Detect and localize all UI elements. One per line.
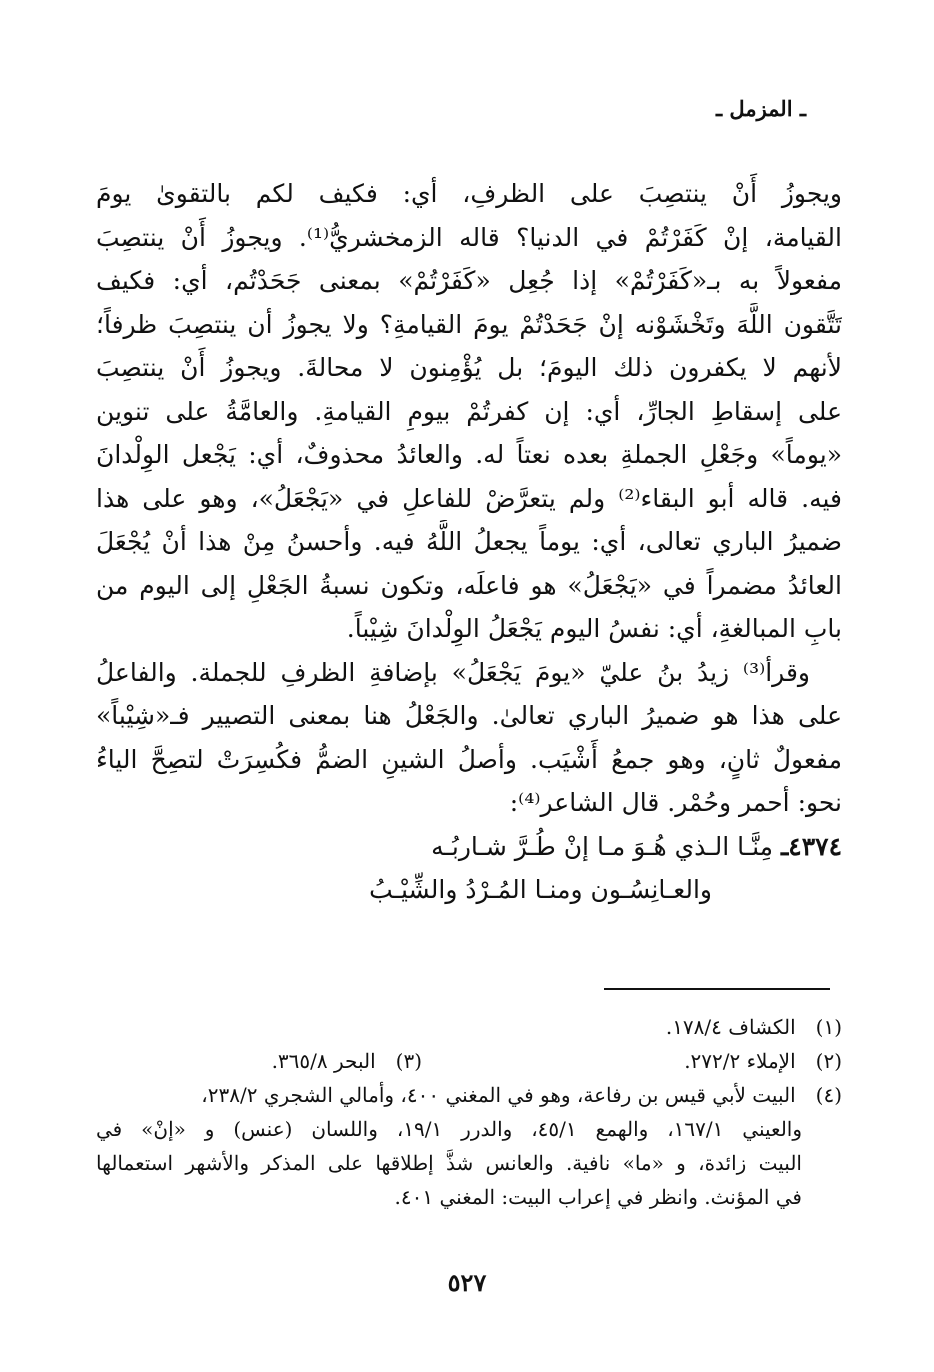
text-line: القيامة، إنْ كَفَرْتُمْ في الدنيا؟ قاله الزمخشريُّ⁽¹⁾. ويجوزُ أَنْ ينتصِبَ	[96, 222, 842, 252]
footnote-separator	[604, 988, 830, 990]
footnote-number: (٣)	[395, 1049, 422, 1073]
footnote-text: البحر ٣٦٥/٨.	[271, 1049, 376, 1073]
footnote-4	[96, 1078, 842, 1112]
text-line: ويجوزُ أَنْ ينتصِبَ على الظرفِ، أي: فكيف لكم بالتقوىٰ يومَ	[96, 179, 842, 208]
text-line: مفعولاً به بـ«كَفَرْتُمْ» إذا جُعِل «كَفَرْتُمْ» بمعنى جَحَدْتُم، أي: فكيف	[96, 266, 842, 295]
footnote-number: (١)	[815, 1015, 842, 1039]
text-line: على هذا هو ضميرُ الباري تعالىٰ. والجَعْلُ هنا بمعنى التصيير فـ«شِيْباً»	[96, 701, 842, 730]
running-header: ـ المزمل ـ	[715, 96, 806, 121]
text-line: تَتَّقون اللَّهَ وتَخْشَوْنه إنْ جَحَدْتُمْ يومَ القيامةِ؟ ولا يجوزُ أن ينتصِبَ ظرفاً؛	[96, 309, 842, 339]
footnote-3	[272, 1044, 422, 1078]
page-number: ٥٢٧	[447, 1268, 487, 1297]
footnote-text: البيت زائدة، و «ما» نافية. والعانس شذَّ إطلاقها على المذكر والأشهر استعمالها	[96, 1151, 802, 1175]
text-line: فيه. قاله أبو البقاء⁽²⁾ ولم يتعرَّضْ للفاعلِ في «يَجْعَلُ»، وهو على هذا	[96, 483, 842, 513]
footnote-text: والعيني ١٦٧/١، والهمع ٤٥/١، والدرر ١٩/١، واللسان (عنس) و «إنْ» في	[96, 1117, 803, 1141]
footnote-2	[422, 1044, 842, 1078]
footnote-text: الكشاف ١٧٨/٤.	[665, 1015, 796, 1039]
main-text	[96, 172, 842, 912]
text-line: «يوماً» وجَعْلِ الجملةِ بعده نعتاً له. والعائدُ محذوفٌ، أي: يَجْعل الوِلْدانَ	[96, 440, 842, 469]
footnote-text: الإملاء ٢٧٢/٢.	[684, 1049, 796, 1073]
footnote-text: في المؤنث. وانظر في إعراب البيت: المغني ٤٠١.	[394, 1185, 802, 1209]
footnote-number: (٢)	[815, 1049, 842, 1073]
verse-first-text: مِنَّـا الـذي هُـوَ مـا إنْ طُـرَّ شـاربُـه	[431, 831, 773, 861]
text-line: نحو: أحمر وحُمْر. قال الشاعر⁽⁴⁾:	[509, 788, 842, 817]
verse-second-hemistich: والعـانِسُـون ومنـا المُـرْدُ والشِّيْـبُ	[369, 875, 712, 904]
text-line: ضميرُ الباري تعالى، أي: يوماً يجعلُ اللَّهُ فيه. وأحسنُ مِنْ هذا أنْ يُجْعَلَ	[96, 527, 842, 556]
footnote-number: (٤)	[815, 1083, 842, 1107]
text-line: لأنهم لا يكفرون ذلك اليومَ؛ بل يُؤْمِنون لا محالةَ. ويجوزُ أَنْ ينتصِبَ	[96, 353, 842, 382]
text-line: بابِ المبالغةِ، أي: نفسُ اليوم يَجْعَلُ الوِلْدانَ شِيْباً.	[346, 614, 842, 643]
verse-number: ٤٣٧٤ـ	[780, 831, 842, 861]
footnotes	[96, 1010, 842, 1214]
footnote-text: البيت لأبي قيس بن رفاعة، وهو في المغني ٤٠٠، وأمالي الشجري ٢٣٨/٢،	[201, 1083, 796, 1107]
text-line: العائدُ مضمراً في «يَجْعَلُ» هو فاعلَه، وتكون نسبةُ الجَعْلِ إلى اليوم من	[96, 570, 842, 600]
footnote-1	[96, 1010, 842, 1044]
verse-first-hemistich	[96, 825, 842, 869]
footnote-pair	[96, 1044, 842, 1078]
text-line: وقرأ⁽³⁾ زيدُ بنُ عليّ «يومَ يَجْعَلُ» بإضافةِ الظرفِ للجملة. والفاعلُ	[96, 657, 810, 687]
text-line: على إسقاطِ الجارِّ، أي: إن كفرتُمْ بيومِ القيامةِ. والعامَّةُ على تنوين	[96, 396, 842, 426]
text-line: مفعولٌ ثانٍ، وهو جمعُ أَشْيَب. وأصلُ الشينِ الضمُّ فكُسِرَتْ لتصِحَّ الياءُ	[96, 744, 842, 774]
